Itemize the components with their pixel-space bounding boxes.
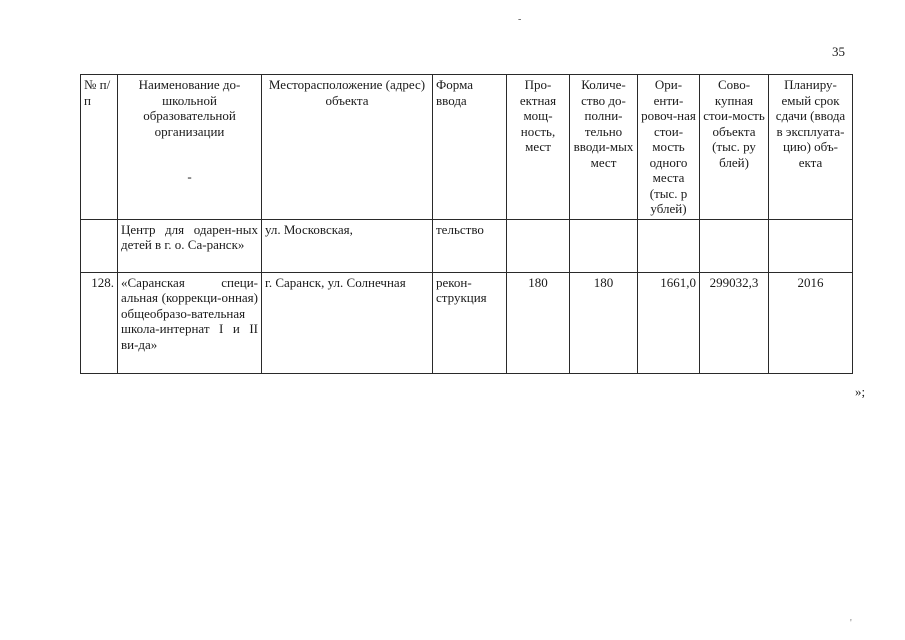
cell-deadline	[769, 219, 853, 272]
header-deadline: Планиру-емый срок сдачи (ввода в эксплуата-цию) объ-екта	[769, 75, 853, 220]
header-added-places: Количе-ство до-полни-тельно вводи-мых мест	[570, 75, 638, 220]
cell-unit-cost: 1661,0	[638, 272, 700, 373]
header-name	[118, 75, 262, 220]
cell-form: рекон-струкция	[433, 272, 507, 373]
page-number: 35	[832, 44, 845, 59]
cell-added-places: 180	[570, 272, 638, 373]
cell-location: г. Саранск, ул. Солнечная	[262, 272, 433, 373]
cell-form: тельство	[433, 219, 507, 272]
cell-num: 128.	[81, 272, 118, 373]
cell-name: «Саранская специ-альная (коррекци-онная) общеобразо-вательная школа-интернат I и II ви-да»	[118, 272, 262, 373]
header-capacity: Про-ектная мощ-ность, мест	[507, 75, 570, 220]
objects-table	[80, 74, 853, 374]
table-row	[81, 272, 853, 373]
cell-location: ул. Московская,	[262, 219, 433, 272]
cell-deadline: 2016	[769, 272, 853, 373]
cell-added-places	[570, 219, 638, 272]
header-num: № п/п	[81, 75, 118, 220]
header-name-label: Наименование до-школьной образовательной организации	[138, 77, 241, 139]
cell-unit-cost	[638, 219, 700, 272]
cell-capacity: 180	[507, 272, 570, 373]
header-location: Месторасположение (адрес) объекта	[262, 75, 433, 220]
cell-num	[81, 219, 118, 272]
table-row	[81, 219, 853, 272]
header-form: Форма ввода	[433, 75, 507, 220]
cell-capacity	[507, 219, 570, 272]
closing-quote: »;	[855, 384, 866, 399]
scan-mark-bottom: '	[850, 618, 852, 629]
cell-total-cost	[700, 219, 769, 272]
table-header-row	[81, 75, 853, 220]
header-unit-cost: Ори-енти-ровоч-ная стои-мость одного места (тыс. р ублей)	[638, 75, 700, 220]
scan-mark-top: -	[518, 14, 522, 25]
header-total-cost: Сово-купная стои-мость объекта (тыс. ру блей)	[700, 75, 769, 220]
header-name-mark: -	[187, 169, 192, 184]
cell-total-cost: 299032,3	[700, 272, 769, 373]
cell-name: Центр для одарен-ных детей в г. о. Са-ранск»	[118, 219, 262, 272]
